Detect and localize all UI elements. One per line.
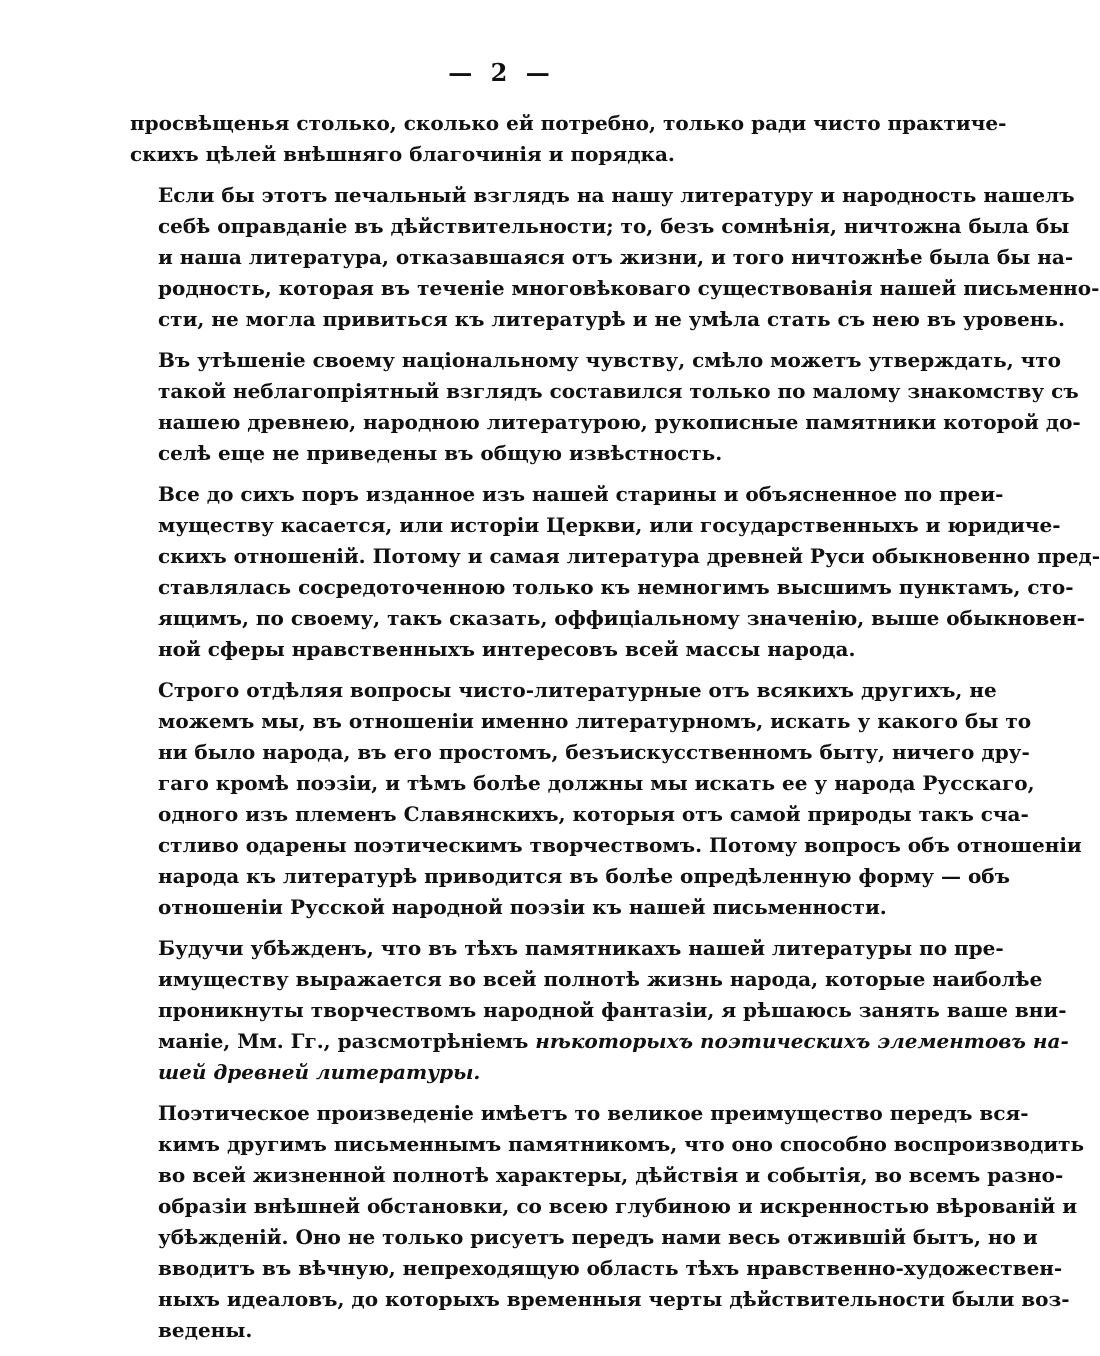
text-line: стливо одарены поэтическимъ творчествомъ. Потому вопросъ объ отношеніи xyxy=(158,833,1082,857)
text-line: имуществу выражается во всей полнотѣ жизнь народа, которые наиболѣе xyxy=(158,967,1043,991)
body-text xyxy=(130,108,1100,1356)
text-line: можемъ мы, въ отношеніи именно литературномъ, искать у какого бы то xyxy=(158,709,1032,733)
paragraph-7 xyxy=(130,1098,1085,1346)
text-line: одного изъ племенъ Славянскихъ, которыя отъ самой природы такъ сча- xyxy=(158,802,1029,826)
text-line: Строго отдѣляя вопросы чисто-литературные отъ всякихъ другихъ, не xyxy=(158,678,997,702)
text-line: ной сферы нравственныхъ интересовъ всей массы народа. xyxy=(158,637,856,661)
text-line: ведены. xyxy=(158,1318,253,1342)
text-line: родность, которая въ теченіе многовѣковаго существованія нашей письменно- xyxy=(158,276,1100,300)
text-line: кимъ другимъ письменнымъ памятникомъ, что оно способно воспроизводить xyxy=(158,1132,1085,1156)
text-line: ящимъ, по своему, такъ сказать, оффиціальному значенію, выше обыкновен- xyxy=(158,606,1085,630)
text-line: проникнуты творчествомъ народной фантазіи, я рѣшаюсь занять ваше вни- xyxy=(158,998,1067,1022)
text-line: и наша литература, отказавшаяся отъ жизни, и того ничтожнѣе была бы на- xyxy=(158,245,1074,269)
emphasized-text: нѣкоторыхъ поэтическихъ элементовъ на- xyxy=(535,1029,1069,1053)
text-line: народа къ литературѣ приводится въ болѣе опредѣленную форму — объ xyxy=(158,864,1010,888)
text-run: маніе, Мм. Гг., разсмотрѣніемъ xyxy=(158,1029,529,1053)
text-line: скихъ отношеній. Потому и самая литература древней Руси обыкновенно пред- xyxy=(158,544,1100,568)
text-line: гаго кромѣ поэзіи, и тѣмъ болѣе должны мы искать ее у народа Русскаго, xyxy=(158,771,1035,795)
text-line: нашею древнею, народною литературою, рукописные памятники которой до- xyxy=(158,410,1081,434)
emphasized-text: шей древней литературы. xyxy=(158,1060,481,1084)
text-line: просвѣщенья столько, сколько ей потребно, только ради чисто практиче- xyxy=(130,111,1007,135)
text-line: ныхъ идеаловъ, до которыхъ временныя черты дѣйствительности были воз- xyxy=(158,1287,1070,1311)
text-line: ставлялась сосредоточенною только къ немногимъ высшимъ пунктамъ, сто- xyxy=(158,575,1074,599)
text-line: сти, не могла привиться къ литературѣ и не умѣла стать съ нею въ уровень. xyxy=(158,307,1065,331)
text-line: отношеніи Русской народной поэзіи къ нашей письменности. xyxy=(158,895,887,919)
paragraph-2 xyxy=(130,180,1100,335)
text-line-emphasized xyxy=(130,1057,850,1088)
text-line: образіи внѣшней обстановки, со всею глубиною и искренностью вѣрованій и xyxy=(158,1194,1078,1218)
text-line: ни было народа, въ его простомъ, безъискусственномъ быту, ничего дру- xyxy=(158,740,1030,764)
text-line: селѣ еще не приведены въ общую извѣстность. xyxy=(158,441,723,465)
text-line: скихъ цѣлей внѣшняго благочинія и порядка. xyxy=(130,142,675,166)
text-line: себѣ оправданіе въ дѣйствительности; то, безъ сомнѣнія, ничтожна была бы xyxy=(158,214,1070,238)
text-line: Въ утѣшеніе своему національному чувству, смѣло можетъ утверждать, что xyxy=(158,348,1062,372)
text-line: Будучи убѣжденъ, что въ тѣхъ памятникахъ нашей литературы по пре- xyxy=(158,936,1004,960)
paragraph-4 xyxy=(130,479,1100,665)
paragraph-6 xyxy=(130,933,1069,1088)
text-line: Все до сихъ поръ изданное изъ нашей старины и объясненное по преи- xyxy=(158,482,1004,506)
text-line: муществу касается, или исторіи Церкви, или государственныхъ и юридиче- xyxy=(158,513,1061,537)
text-line-with-emphasis xyxy=(130,1026,1069,1057)
text-line: такой неблагопріятный взглядъ составился только по малому знакомству съ xyxy=(158,379,1079,403)
paragraph-3 xyxy=(130,345,1081,469)
paragraph-5 xyxy=(130,675,1082,923)
text-line: во всей жизненной полнотѣ характеры, дѣйствія и событія, во всемъ разно- xyxy=(158,1163,1064,1187)
paragraph-1 xyxy=(130,108,1007,170)
text-line: Поэтическое произведеніе имѣетъ то великое преимущество передъ вся- xyxy=(158,1101,1029,1125)
text-line: Если бы этотъ печальный взглядъ на нашу литературу и народность нашелъ xyxy=(158,183,1075,207)
page-number: — 2 — xyxy=(448,58,552,87)
text-line: убѣжденій. Оно не только рисуетъ передъ нами весь отжившій бытъ, но и xyxy=(158,1225,1038,1249)
text-line: вводитъ въ вѣчную, непреходящую область тѣхъ нравственно-художествен- xyxy=(158,1256,1063,1280)
